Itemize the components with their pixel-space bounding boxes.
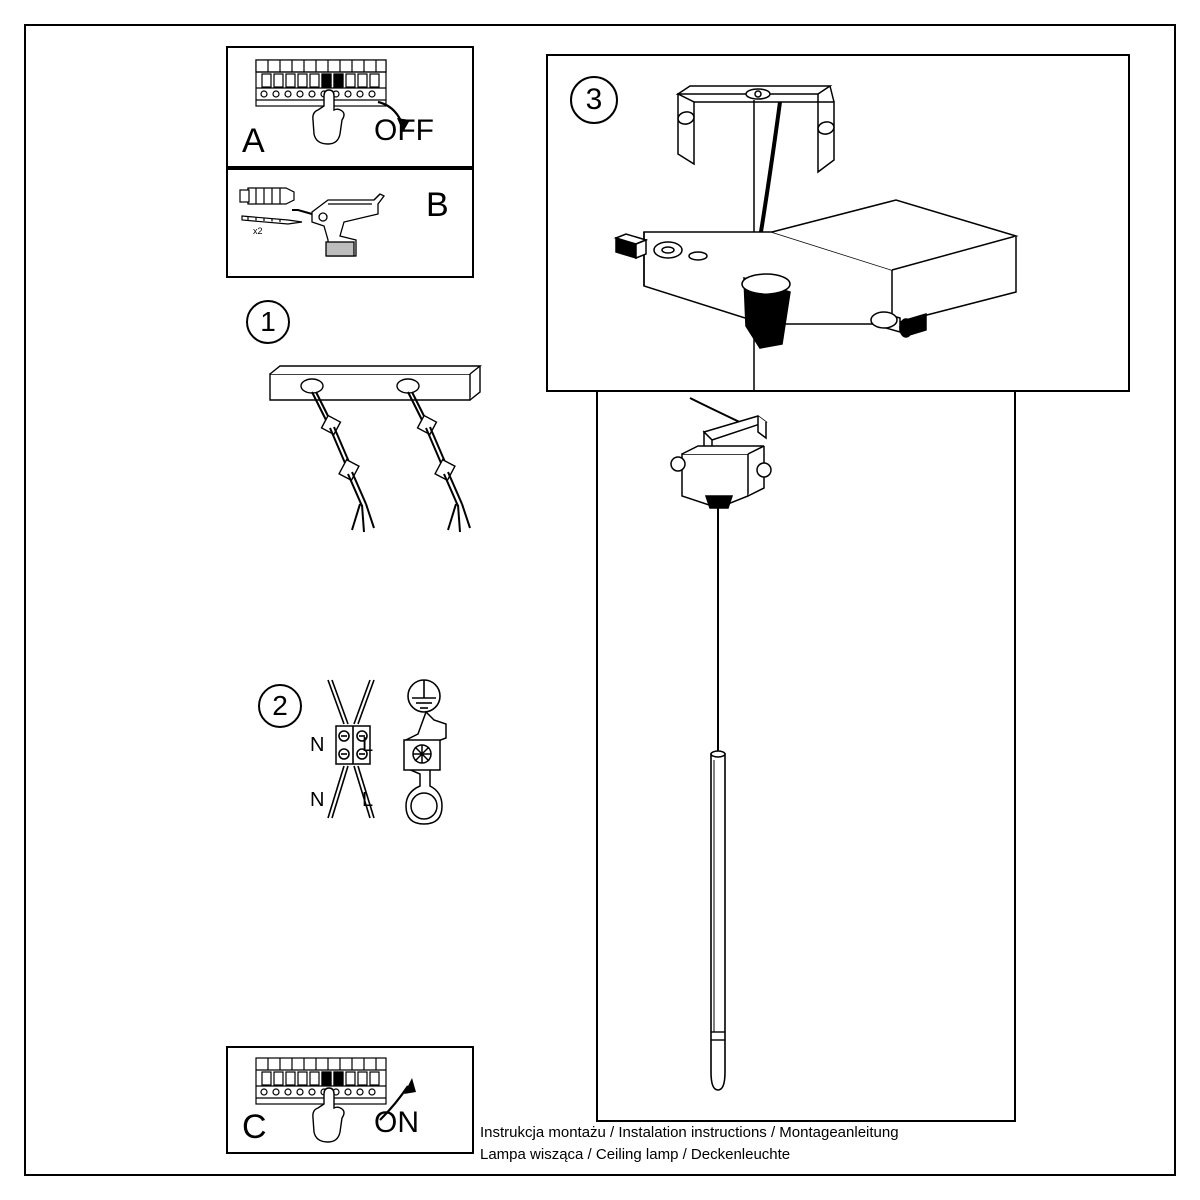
- lamp-illustration: [598, 392, 1014, 1120]
- panel-c-action-label: ON: [374, 1106, 419, 1139]
- step-3-illustration: [548, 56, 1128, 390]
- panel-c-letter: C: [242, 1108, 267, 1146]
- terminal-label-l-top: L: [362, 734, 374, 756]
- panel-step-a: [226, 46, 474, 168]
- terminal-label-n-bottom: N: [310, 789, 325, 811]
- panel-a-action-label: OFF: [374, 114, 434, 147]
- panel-b-quantity: x2: [253, 226, 263, 236]
- footer-text: [480, 1122, 899, 1166]
- terminal-label-l-bottom: L: [362, 789, 374, 811]
- footer-line-2: Lampa wisząca / Ceiling lamp / Deckenleuchte: [480, 1146, 791, 1163]
- panel-lamp-assembly: [596, 392, 1016, 1122]
- step-3-badge: 3: [570, 76, 618, 124]
- panel-b-letter: B: [426, 186, 449, 224]
- terminal-label-n-top: N: [310, 734, 325, 756]
- panel-step-3: [546, 54, 1130, 392]
- step-1-illustration: [256, 358, 516, 548]
- footer-line-1: Instrukcja montażu / Instalation instructions / Montageanleitung: [480, 1124, 899, 1141]
- step-2-illustration: [300, 668, 480, 868]
- earth-symbol-icon: [408, 680, 440, 712]
- step-2-badge: 2: [258, 684, 302, 728]
- panel-step-c: [226, 1046, 474, 1154]
- panel-a-letter: A: [242, 122, 265, 160]
- panel-step-b: [226, 168, 474, 278]
- step-1-badge: 1: [246, 300, 290, 344]
